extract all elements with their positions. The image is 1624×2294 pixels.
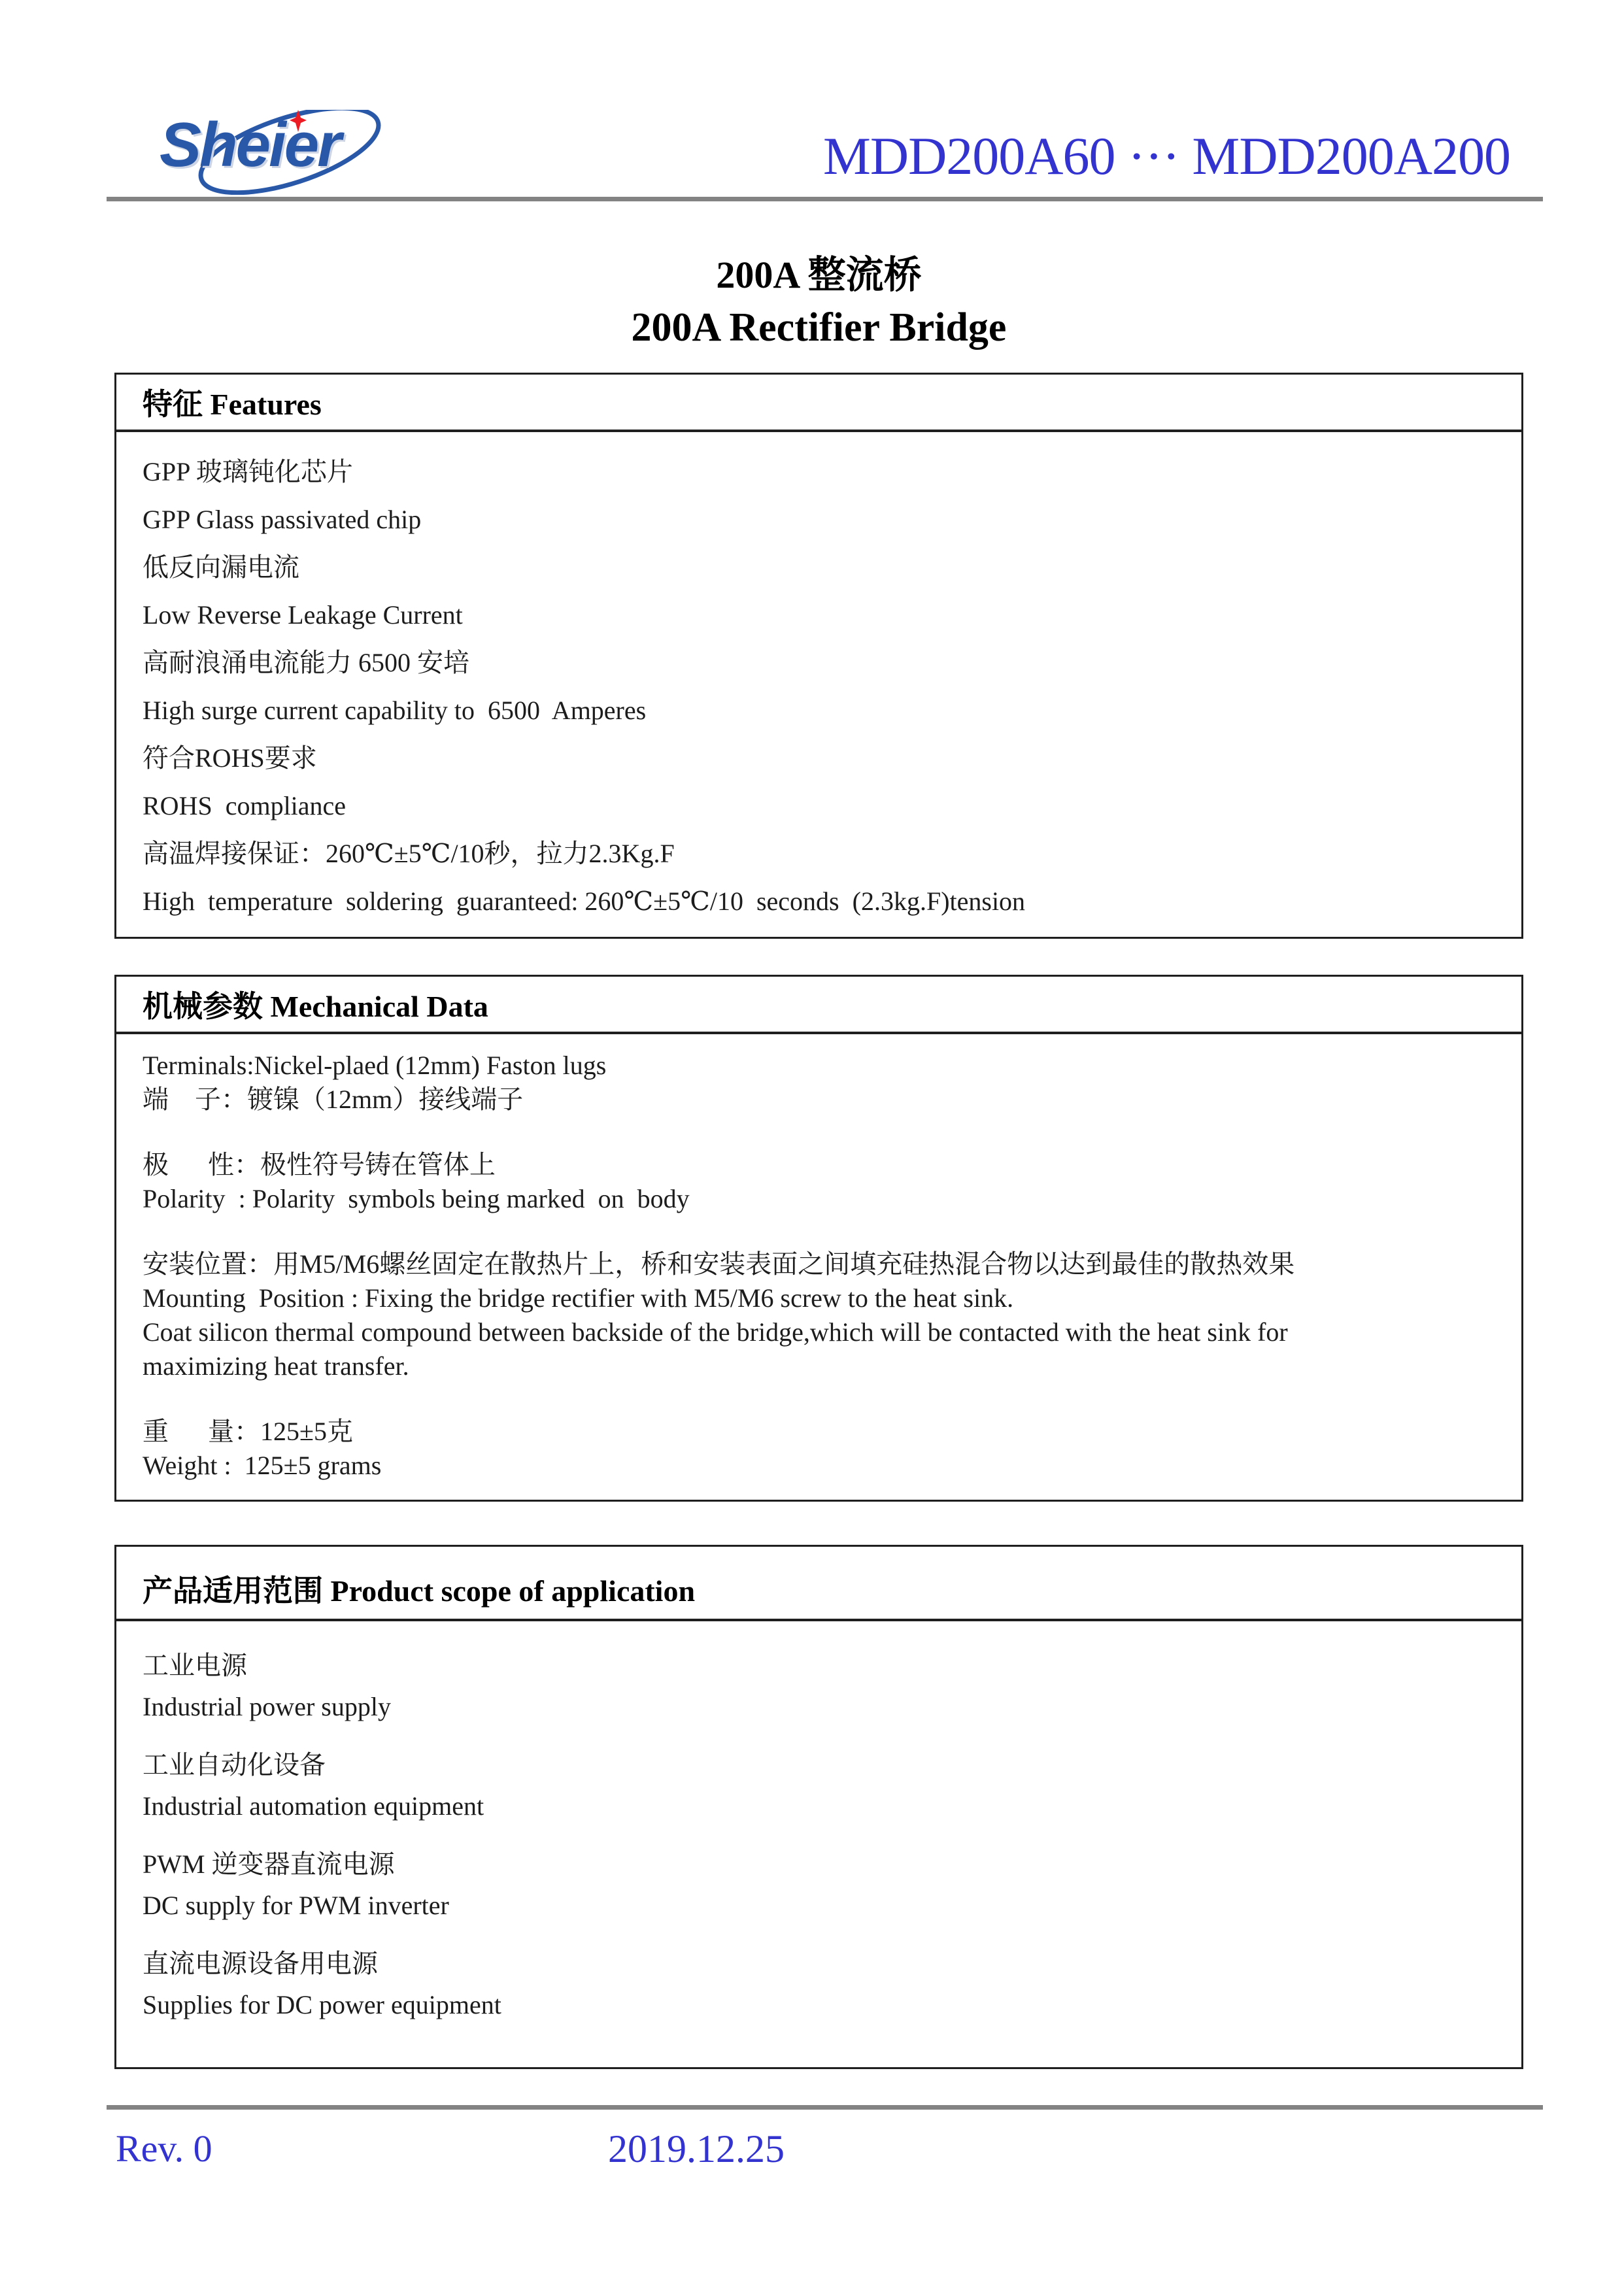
- mechanical-group-terminals: [143, 1049, 1495, 1117]
- mechanical-line: 极 性：极性符号铸在管体上: [143, 1150, 496, 1179]
- logo-text: Sheier: [160, 110, 340, 180]
- section-application-heading: 产品适用范围 Product scope of application: [116, 1547, 1521, 1621]
- application-line-en: Industrial automation equipment: [143, 1791, 484, 1821]
- feature-line: High surge current capability to 6500 Amperes: [143, 696, 647, 725]
- mechanical-line: Weight : 125±5 grams: [143, 1451, 382, 1480]
- mechanical-line: Terminals:Nickel-plaed (12mm) Faston lugs: [143, 1051, 607, 1080]
- application-item: [143, 1744, 1495, 1827]
- application-item: [143, 1844, 1495, 1926]
- footer-divider: [107, 2105, 1543, 2110]
- model-range: MDD200A60 ··· MDD200A200: [822, 126, 1510, 186]
- section-mechanical-body: [116, 1034, 1521, 1500]
- mechanical-line: maximizing heat transfer.: [143, 1351, 409, 1381]
- feature-line: Low Reverse Leakage Current: [143, 600, 463, 630]
- page-footer: [0, 2127, 1624, 2185]
- section-features-body: [116, 432, 1521, 937]
- header-divider: [107, 197, 1543, 201]
- feature-line: 低反向漏电流: [143, 552, 299, 582]
- section-application: [114, 1545, 1523, 2069]
- feature-line: 符合ROHS要求: [143, 743, 317, 773]
- application-line-en: Industrial power supply: [143, 1692, 391, 1721]
- mechanical-line: 重 量：125±5克: [143, 1417, 353, 1446]
- application-line-zh: 直流电源设备用电源: [143, 1949, 378, 1978]
- application-line-en: Supplies for DC power equipment: [143, 1990, 501, 2019]
- feature-line: 高温焊接保证：260℃±5℃/10秒，拉力2.3Kg.F: [143, 839, 675, 868]
- page-header: [0, 0, 1624, 203]
- mechanical-line: Polarity : Polarity symbols being marked on body: [143, 1184, 690, 1213]
- mechanical-line: 端 子：镀镍（12mm）接线端子: [143, 1085, 524, 1114]
- feature-line: ROHS compliance: [143, 791, 347, 820]
- mechanical-group-weight: [143, 1415, 1495, 1483]
- page-title-en: 200A Rectifier Bridge: [631, 305, 1007, 350]
- mechanical-line: Coat silicon thermal compound between backside of the bridge,which will be contacted with the heat sink for: [143, 1317, 1288, 1347]
- mechanical-line: Mounting Position : Fixing the bridge rectifier with M5/M6 screw to the heat sink.: [143, 1283, 1014, 1313]
- feature-line: GPP Glass passivated chip: [143, 505, 422, 534]
- application-line-zh: 工业自动化设备: [143, 1750, 326, 1780]
- application-item: [143, 1645, 1495, 1727]
- application-item: [143, 1943, 1495, 2025]
- application-line-zh: 工业电源: [143, 1651, 247, 1680]
- company-logo: [156, 110, 384, 195]
- feature-line: 高耐浪涌电流能力 6500 安培: [143, 648, 469, 677]
- section-application-body: [116, 1621, 1521, 2067]
- mechanical-group-mounting: [143, 1247, 1495, 1383]
- application-line-en: DC supply for PWM inverter: [143, 1891, 449, 1920]
- page-title-zh: 200A 整流桥: [716, 254, 922, 296]
- mechanical-line: 安装位置：用M5/M6螺丝固定在散热片上，桥和安装表面之间填充硅热混合物以达到最佳的散热效果: [143, 1249, 1295, 1279]
- feature-line: GPP 玻璃钝化芯片: [143, 457, 353, 486]
- application-line-zh: PWM 逆变器直流电源: [143, 1849, 395, 1879]
- section-mechanical-heading: 机械参数 Mechanical Data: [116, 977, 1521, 1034]
- section-features-heading: 特征 Features: [116, 375, 1521, 432]
- feature-line: High temperature soldering guaranteed: 260℃±5℃/10 seconds (2.3kg.F)tension: [143, 886, 1026, 916]
- mechanical-group-polarity: [143, 1148, 1495, 1216]
- footer-date: 2019.12.25: [608, 2127, 785, 2170]
- section-mechanical-data: [114, 975, 1523, 1502]
- section-features: [114, 373, 1523, 939]
- footer-revision: Rev. 0: [116, 2127, 212, 2170]
